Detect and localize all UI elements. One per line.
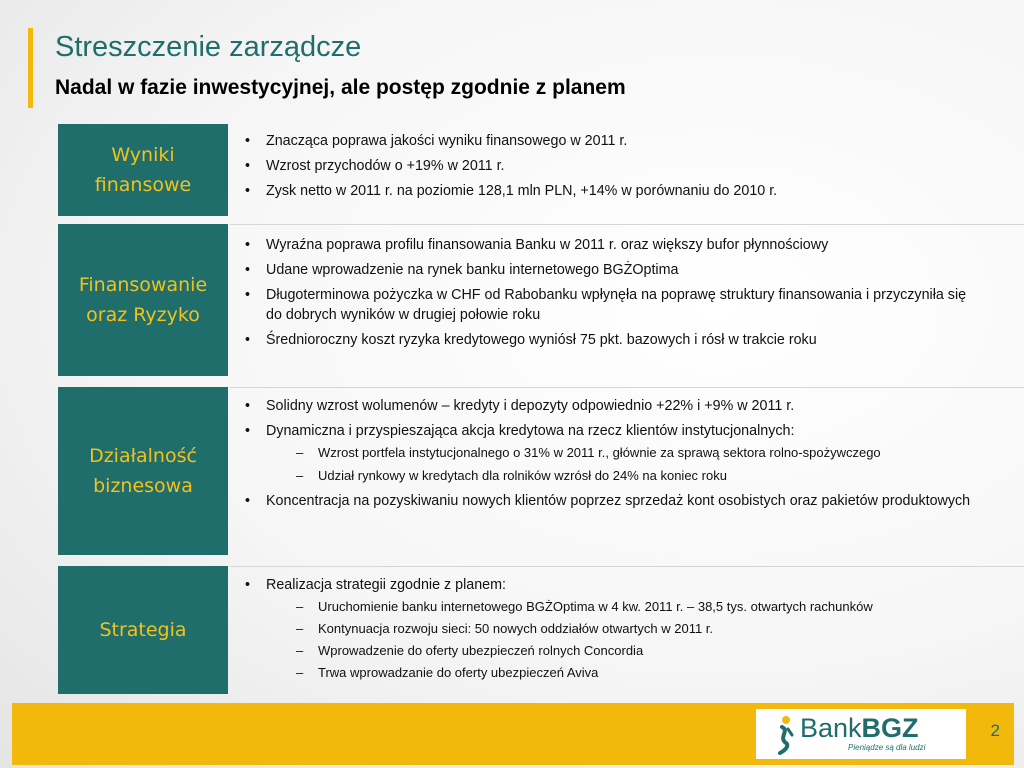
sub-bullet-item: – Uruchomienie banku internetowego BGŻOptima w 4 kw. 2011 r. – 38,5 tys. otwartych rachunków xyxy=(266,597,1020,617)
page-title: Streszczenie zarządcze xyxy=(55,31,362,63)
sub-bullet-item: – Kontynuacja rozwoju sieci: 50 nowych oddziałów otwartych w 2011 r. xyxy=(266,619,1020,639)
page-number: 2 xyxy=(990,721,1000,740)
section-label: Działalność biznesowa xyxy=(89,445,197,497)
sub-bullet-item: – Trwa wprowadzanie do oferty ubezpieczeń Aviva xyxy=(266,663,1020,683)
bullet-item: • Solidny wzrost wolumenów – kredyty i depozyty odpowiednio +22% i +9% w 2011 r. xyxy=(244,396,1020,416)
sub-bullet-item: – Wprowadzenie do oferty ubezpieczeń rolnych Concordia xyxy=(266,641,1020,661)
sub-bullet-item: – Udział rynkowy w kredytach dla rolników wzrósł do 24% na koniec roku xyxy=(266,466,1020,486)
sub-bullet-item: – Wzrost portfela instytucjonalnego o 31% w 2011 r., głównie za sprawą sektora rolno-spożywczego xyxy=(266,443,1020,463)
page-subtitle: Nadal w fazie inwestycyjnej, ale postęp zgodnie z planem xyxy=(55,76,626,99)
bullet-item: • Długoterminowa pożyczka w CHF od Rabobanku wpłynęła na poprawę struktury finansowania i przyczyniła się do dobrych wyników w drugiej połowie roku xyxy=(244,285,1020,325)
section-strategy xyxy=(58,566,1024,694)
bullet-item: • Średnioroczny koszt ryzyka kredytowego wyniósł 75 pkt. bazowych i rósł w trakcie roku xyxy=(244,330,1020,350)
bullet-item: • Wyraźna poprawa profilu finansowania Banku w 2011 r. oraz większy bufor płynnościowy xyxy=(244,235,1020,255)
bullet-item xyxy=(244,575,1020,683)
bullet-text: Dynamiczna i przyspieszająca akcja kredytowa na rzecz klientów instytucjonalnych: xyxy=(266,423,795,439)
section-content xyxy=(230,224,1024,377)
section-label-box xyxy=(58,387,228,555)
section-label: Wyniki finansowe xyxy=(94,144,192,196)
section-label: Finansowanie oraz Ryzyko xyxy=(78,274,208,326)
bullet-item: • Znacząca poprawa jakości wyniku finansowego w 2011 r. xyxy=(244,131,1020,151)
bullet-item: • Wzrost przychodów o +19% w 2011 r. xyxy=(244,156,1020,176)
section-label-box xyxy=(58,124,228,216)
section-business-activity xyxy=(58,387,1024,555)
section-label-box xyxy=(58,566,228,694)
bullet-item: • Udane wprowadzenie na rynek banku internetowego BGŻOptima xyxy=(244,260,1020,280)
bank-logo xyxy=(756,709,966,759)
bullet-item xyxy=(244,421,1020,486)
footer-bar xyxy=(12,703,1014,765)
bullet-text: Realizacja strategii zgodnie z planem: xyxy=(266,577,506,593)
section-label-box xyxy=(58,224,228,376)
section-label: Strategia xyxy=(99,619,187,641)
bank-logo-tagline: Pieniądze są dla ludzi xyxy=(848,743,926,752)
section-content xyxy=(230,566,1024,695)
bank-logo-icon xyxy=(774,715,796,755)
bullet-item: • Zysk netto w 2011 r. na poziomie 128,1 mln PLN, +14% w porównaniu do 2010 r. xyxy=(244,181,1020,201)
title-accent-bar xyxy=(28,28,33,108)
section-content xyxy=(230,387,1024,556)
section-financing-risk xyxy=(58,224,1024,376)
section-content xyxy=(230,124,1024,216)
bullet-item: • Koncentracja na pozyskiwaniu nowych klientów poprzez sprzedaż kont osobistych oraz pakietów produktowych xyxy=(244,491,1020,511)
bank-logo-text: BankBGZ xyxy=(800,713,919,743)
section-financial-results xyxy=(58,124,1024,216)
